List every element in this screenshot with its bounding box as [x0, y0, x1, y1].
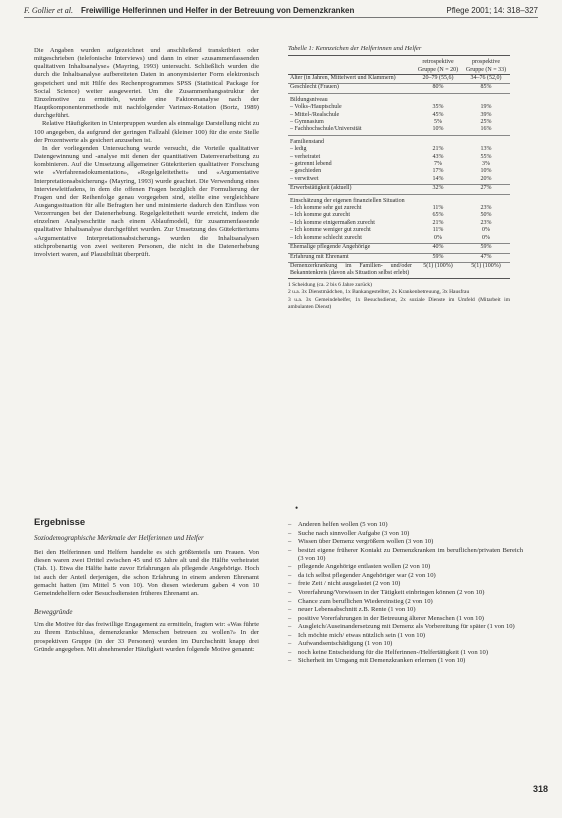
list-item: – besitzt eigene früherer Kontakt zu Demenzkranken im beruflichen/privaten Bereich (3 von 10) — [288, 547, 523, 563]
table-cell: 50% — [480, 212, 492, 219]
table-cell: 0% — [462, 235, 510, 244]
list-item: – Ausgleich/Auseinandersetzung mit Demenz als Vorbereitung für später (1 von 10) — [288, 623, 523, 631]
table-row-label: – ledig — [290, 146, 307, 153]
footnote: 1 Scheidung (ca. 2 bis 6 Jahre zurück) — [288, 281, 373, 288]
table-cell: 16% — [462, 126, 510, 135]
table-row — [288, 84, 510, 93]
motives-list — [288, 521, 523, 666]
list-item: – Ich möchte mich/ etwas nützlich sein (1 von 10) — [288, 632, 523, 640]
table-row-label: – Ich komme sehr gut zurecht — [290, 205, 362, 212]
paragraph: Bei den Helferinnen und Helfern handelte es sich größtenteils um Frauen. Von diesen waren zwei Drittel zwischen 45 und 65 Jahre alt und die Hälfte verheiratet (Tab. 1). Etwa die Hälfte hatte zuvor Erfahrungen als pflegende Angehörige. Hoch ist auch der Anteil derjenigen, die schon Erfahrung in einem anderen Ehrenamt gemacht hatten (im Mittel 5 von 10). Von diesen wiederum gaben 4 von 10 Gemeindehelfern oder Besuchsdiensten früheres Ehrenamt an. — [34, 549, 259, 597]
table-row — [288, 212, 510, 219]
header-author: F. Gollier et al. — [24, 6, 73, 15]
table-cell: 32% — [414, 185, 462, 194]
list-item: – da ich selbst pflegender Angehöriger war (2 von 10) — [288, 572, 523, 580]
subsection-heading: Beweggründe — [34, 608, 73, 617]
table-row — [288, 220, 510, 227]
list-item: – Suche nach sinnvoller Aufgabe (3 von 10) — [288, 530, 523, 538]
bullet-mark: • — [295, 503, 299, 513]
table-row-label: – Ich komme gut zurecht — [290, 212, 350, 219]
table-cell: 7% — [434, 161, 442, 168]
table-row — [288, 185, 510, 194]
table-title: Tabelle 1: Kennzeichen der Helferinnen und Helfer — [288, 45, 510, 56]
table-row — [288, 176, 510, 185]
running-header — [24, 6, 538, 18]
table-row-label: – Ich komme schlecht zurecht — [288, 235, 414, 244]
table-row — [288, 168, 510, 175]
table-row — [288, 227, 510, 234]
table-row-label: – Ich komme einigermaßen zurecht — [290, 219, 375, 226]
list-item: – Chance zum beruflichen Wiedereinstieg (2 von 10) — [288, 598, 523, 606]
table-cell: 5% — [434, 119, 442, 125]
list-item: – freie Zeit / nicht ausgelastet (2 von 10) — [288, 580, 523, 588]
table-row — [288, 205, 510, 212]
table-cell: 43% — [432, 153, 444, 160]
table-row-label: – getrennt lebend — [290, 161, 332, 168]
list-item: – neuer Lebensabschnitt z.B. Rente (1 von 10) — [288, 606, 523, 614]
table-cell: 17% — [432, 168, 444, 175]
table-row-label: – geschieden — [290, 168, 322, 175]
table-footnotes — [288, 282, 510, 310]
header-reference: Pflege 2001; 14: 318–327 — [446, 6, 538, 15]
table-row-label: Demenzerkrankung im Familien- und/oder Bekanntenkreis (davon als Situation selbst erlebt) — [290, 262, 412, 277]
list-item: – pflegende Angehörige entlasten wollen (2 von 10) — [288, 563, 523, 571]
table-cell: 23% — [480, 205, 492, 212]
table-cell — [462, 93, 510, 104]
table-column-header: prospektive Gruppe (N = 33) — [462, 59, 510, 74]
table-row-label: – Ich komme weniger gut zurecht — [290, 227, 371, 234]
table-cell: 59% — [462, 244, 510, 253]
table-cell: 20–79 (55,6) — [414, 74, 462, 83]
table-row — [288, 119, 510, 126]
table-cell — [414, 135, 462, 146]
table-cell: 10% — [414, 126, 462, 135]
list-item: – Aufwandsentschädigung (1 von 10) — [288, 640, 523, 648]
table-row-label: Familienstand — [290, 138, 324, 145]
table-cell: 55% — [480, 153, 492, 160]
table-cell: 21% — [432, 219, 444, 226]
table-corner — [288, 59, 414, 74]
table-row-label: Geschlecht (Frauen) — [288, 84, 414, 93]
table-cell: 85% — [462, 84, 510, 93]
paragraph: Um die Motive für das freiwillige Engagement zu ermitteln, fragten wir: «Was führte zu Ihrem Entschluss, demenzkranke Menschen betreuen zu wollen?» In der prospektiven Gruppe (in der 33 Personen) wurden im Durchschnitt knapp drei Gründe angegeben. Mit abnehmender Häufigkeit wurden folgende Motive genannt: — [34, 621, 259, 653]
table-row — [288, 93, 510, 104]
characteristics-table — [288, 59, 510, 279]
table-row-label: Ehemalige pflegende Angehörige — [288, 244, 414, 253]
table-cell: 0% — [414, 235, 462, 244]
header-title: Freiwillige Helferinnen und Helfer in der Betreuung von Demenzkranken — [80, 6, 355, 15]
table-row-label: Einschätzung der eigenen finanziellen Situation — [290, 197, 405, 204]
table-row — [288, 154, 510, 161]
table-cell: 47% — [462, 253, 510, 262]
subsection-heading: Soziodemographische Merkmale der Helferinnen und Helfer — [34, 534, 204, 543]
table-row — [288, 253, 510, 262]
paragraph: Relative Häufigkeiten in Unterpruppen wurden als einmalige Darstellung nicht zu 100 angegeben, da aufgrund der geringen Fallzahl (kleiner 100) für die erste Stelle der Prozentwerte als gesichert anzusehen ist. — [34, 120, 259, 144]
list-item: – noch keine Entscheidung für die Helferinnen-/Helfertätigkeit (1 von 10) — [288, 649, 523, 657]
list-item: – positive Vorerfahrungen in der Betreuung älterer Menschen (1 von 10) — [288, 615, 523, 623]
paragraph: Die Angaben wurden aufgezeichnet und anschließend transkribiert oder mitgeschrieben (telefonische Interviews) und dann in einer «zusammenfassenden qualitativen Inhaltsanalyse» (Mayring, 1993) untersucht. Schließlich wurden die durch die Inhaltsanalyse aufbereiteten Daten in anonymisierter Form elektronisch gespeichert und mit Hilfe des Rechenprogrammes SPSS (Statistical Package for Social Science) weiter ausgewertet. Um die Zusammenhangsstruktur der Einzelmotive zu ermitteln, wurde eine Faktorenanalyse nach der Hauptkomponentenmethode mit nachfolgender Varimax-Rotation (Bortz, 1989) durchgeführt. — [34, 47, 259, 120]
table-row-label: Bildungsniveau — [290, 96, 328, 103]
table-row-label: – Volks-/Hauptschule — [290, 104, 342, 111]
table-cell: 34–76 (52,0) — [462, 74, 510, 83]
list-item: – Wissen über Demenz vergrößern wollen (3 von 10) — [288, 538, 523, 546]
table-cell: 11% — [432, 205, 444, 212]
table-cell: 45% — [432, 111, 444, 118]
table-row-label: Alter (in Jahren, Mittelwert und Klammern) — [288, 74, 414, 83]
table-cell — [414, 93, 462, 104]
left-column-results — [34, 519, 259, 654]
table-cell — [462, 135, 510, 146]
table-cell: 80% — [414, 84, 462, 93]
table-cell: 35% — [432, 104, 444, 111]
table-1 — [288, 45, 510, 311]
table-row-label: – Gymnasium — [290, 119, 324, 125]
table-row-label: Erfahrung mit Ehrenamt — [288, 253, 414, 262]
table-row-label: – verwitwet — [288, 176, 414, 185]
table-row — [288, 262, 510, 278]
table-row-label: Erwerbstätigkeit (aktuell) — [288, 185, 414, 194]
table-cell: 21% — [432, 146, 444, 153]
table-row — [288, 244, 510, 253]
table-cell: 59% — [414, 253, 462, 262]
table-column-header: retrospektive Gruppe (N = 20) — [414, 59, 462, 74]
table-cell: 14% — [414, 176, 462, 185]
table-cell: 23% — [480, 219, 492, 226]
table-cell — [462, 194, 510, 205]
table-row — [288, 135, 510, 146]
table-row — [288, 74, 510, 83]
table-cell: 40% — [414, 244, 462, 253]
paragraph: In der vorliegenden Untersuchung wurde versucht, die Vorteile qualitativer Datengewinnung und -analyse mit denen der quantitativen Datenverarbeitung zu kombinieren. Auf die Umsetzung allgemeiner Gütekriterien qualitativer Forschung wie «Verfahrensdokumentation», «Regelgeleitetheit» und «Argumentative Interpretationsabsicherung» (Mayring, 1993) wurde geachtet. Die Verwendung eines Interviewleitfadens, in dem die offenen Fragen bezüglich der Formulierung der Fragen und der Reihenfolge genau vorgegeben sind, stellte eine vergleichbare Ausgangssituation für alle Befragten her und minimierte dadurch den Einfluss von Verzerrungen bei der Datenerhebung. Regelgeleitetheit wurde erreicht, indem die einzelnen Analyseschritte nach einem Ablaufmodell, für zusammenfassende qualitative Inhaltsanalyse durchgeführt wurden. Zur Umsetzung des Gütekriteriums «Argumentative Interpretationsabsicherung» wurden die Inhaltsanalysen stichprobenartig von zwei weiteren Personen, die nicht in die Datenerhebung involviert waren, auf Plausibilität überprüft. — [34, 144, 259, 258]
table-cell: 25% — [480, 119, 492, 125]
list-item: – Sicherheit im Umgang mit Demenzkranken erlernen (1 von 10) — [288, 657, 523, 665]
table-cell: 5(1) (100%) — [462, 262, 510, 278]
table-cell: 3% — [482, 161, 490, 168]
table-cell: 10% — [480, 168, 492, 175]
table-cell: 27% — [462, 185, 510, 194]
table-row — [288, 161, 510, 168]
table-cell — [414, 194, 462, 205]
page-number: 318 — [532, 784, 548, 794]
left-column-methods — [34, 47, 259, 259]
table-row — [288, 126, 510, 135]
table-cell: 13% — [480, 146, 492, 153]
list-item: – Anderen helfen wollen (5 von 10) — [288, 521, 523, 529]
table-row-label: – Fachhochschule/Universität — [288, 126, 414, 135]
footnote: 2 u.a. 3x Dienstmädchen, 1x Bankangestellter, 2x Krankenbetreuung, 3x Hausfrau — [288, 289, 470, 296]
table-cell: 65% — [432, 212, 444, 219]
table-cell: 19% — [480, 104, 492, 111]
table-cell: 0% — [482, 227, 490, 234]
table-cell: 11% — [432, 227, 444, 234]
footnote: 3 u.a. 3x Gemeindehelfer, 1x Besuchsdienst, 2x soziale Dienste im Umfeld (Mitarbeit im ambulanten Dienst) — [288, 296, 510, 310]
table-row-label: – Mittel-/Realschule — [290, 111, 340, 118]
table-row — [288, 146, 510, 153]
table-cell: 20% — [462, 176, 510, 185]
section-heading: Ergebnisse — [34, 517, 86, 528]
table-row — [288, 194, 510, 205]
table-row-label: – verheiratet — [290, 153, 321, 160]
table-row — [288, 112, 510, 119]
table-cell: 39% — [480, 111, 492, 118]
table-row — [288, 104, 510, 111]
list-item: – Vorerfahrung/Vorwissen in der Tätigkeit einbringen können (2 von 10) — [288, 589, 523, 597]
table-cell: 5(1) (100%) — [414, 262, 462, 278]
table-row — [288, 235, 510, 244]
motives-list-column — [288, 521, 523, 666]
